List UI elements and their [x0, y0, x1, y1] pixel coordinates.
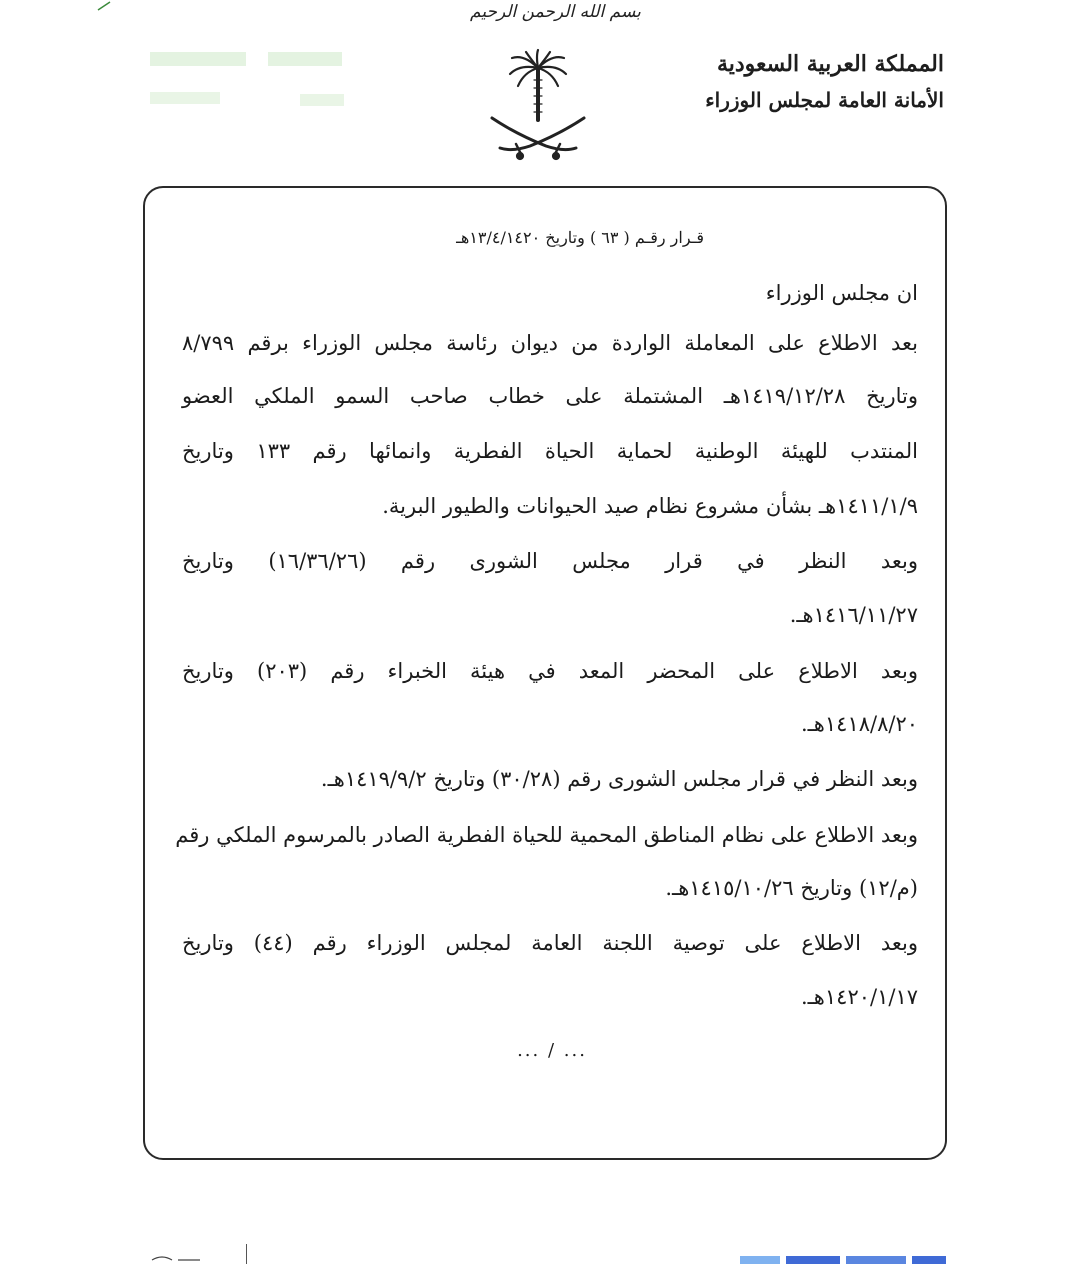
secretariat-name: الأمانة العامة لمجلس الوزراء — [705, 88, 944, 112]
kingdom-name: المملكة العربية السعودية — [716, 51, 944, 77]
faint-stamp-marks — [150, 48, 350, 118]
document-line: المنتدب للهيئة الوطنية لحماية الحياة الفطرية وانمائها رقم ١٣٣ وتاريخ — [182, 439, 918, 463]
document-line: ان مجلس الوزراء — [765, 281, 918, 305]
continuation-marker: ... / ... — [517, 1040, 587, 1061]
document-line: ١٤١٨/٨/٢٠هـ. — [800, 712, 918, 736]
footer-color-strip — [740, 1254, 950, 1264]
footer-mark-left — [146, 1248, 206, 1264]
document-line: ١٤١١/١/٩هـ بشأن مشروع نظام صيد الحيوانات والطيور البرية. — [382, 494, 918, 518]
document-line: وبعد النظر في قرار مجلس الشورى رقم (٣٠/٢٨) وتاريخ ١٤١٩/٩/٢هـ. — [320, 767, 918, 791]
palm-and-crossed-swords-icon — [486, 46, 590, 166]
decision-number-date: قـرار رقـم ( ٦٣ ) وتاريخ ١٣/٤/١٤٢٠هـ — [456, 228, 704, 247]
document-line: وبعد الاطلاع على نظام المناطق المحمية للحياة الفطرية الصادر بالمرسوم الملكي رقم — [175, 823, 918, 847]
basmala: بسم الله الرحمن الرحيم — [470, 2, 641, 22]
document-line: وتاريخ ١٤١٩/١٢/٢٨هـ المشتملة على خطاب صاحب السمو الملكي العضو — [182, 384, 918, 408]
document-line: ١٤٢٠/١/١٧هـ. — [800, 985, 918, 1009]
letterhead-title — [704, 46, 944, 118]
corner-mark-icon — [96, 0, 112, 12]
document-line: ١٤١٦/١١/٢٧هـ. — [789, 603, 918, 627]
footer-divider — [246, 1244, 251, 1264]
document-line: بعد الاطلاع على المعاملة الواردة من ديوان رئاسة مجلس الوزراء برقم ٨/٧٩٩ — [182, 331, 918, 355]
document-line: وبعد النظر في قرار مجلس الشورى رقم (١٦/٣٦/٢٦) وتاريخ — [182, 549, 918, 573]
document-line: وبعد الاطلاع على توصية اللجنة العامة لمجلس الوزراء رقم (٤٤) وتاريخ — [182, 931, 918, 955]
document-line: (م/١٢) وتاريخ ١٤١٥/١٠/٢٦هـ. — [665, 876, 918, 900]
document-line: وبعد الاطلاع على المحضر المعد في هيئة الخبراء رقم (٢٠٣) وتاريخ — [182, 659, 918, 683]
